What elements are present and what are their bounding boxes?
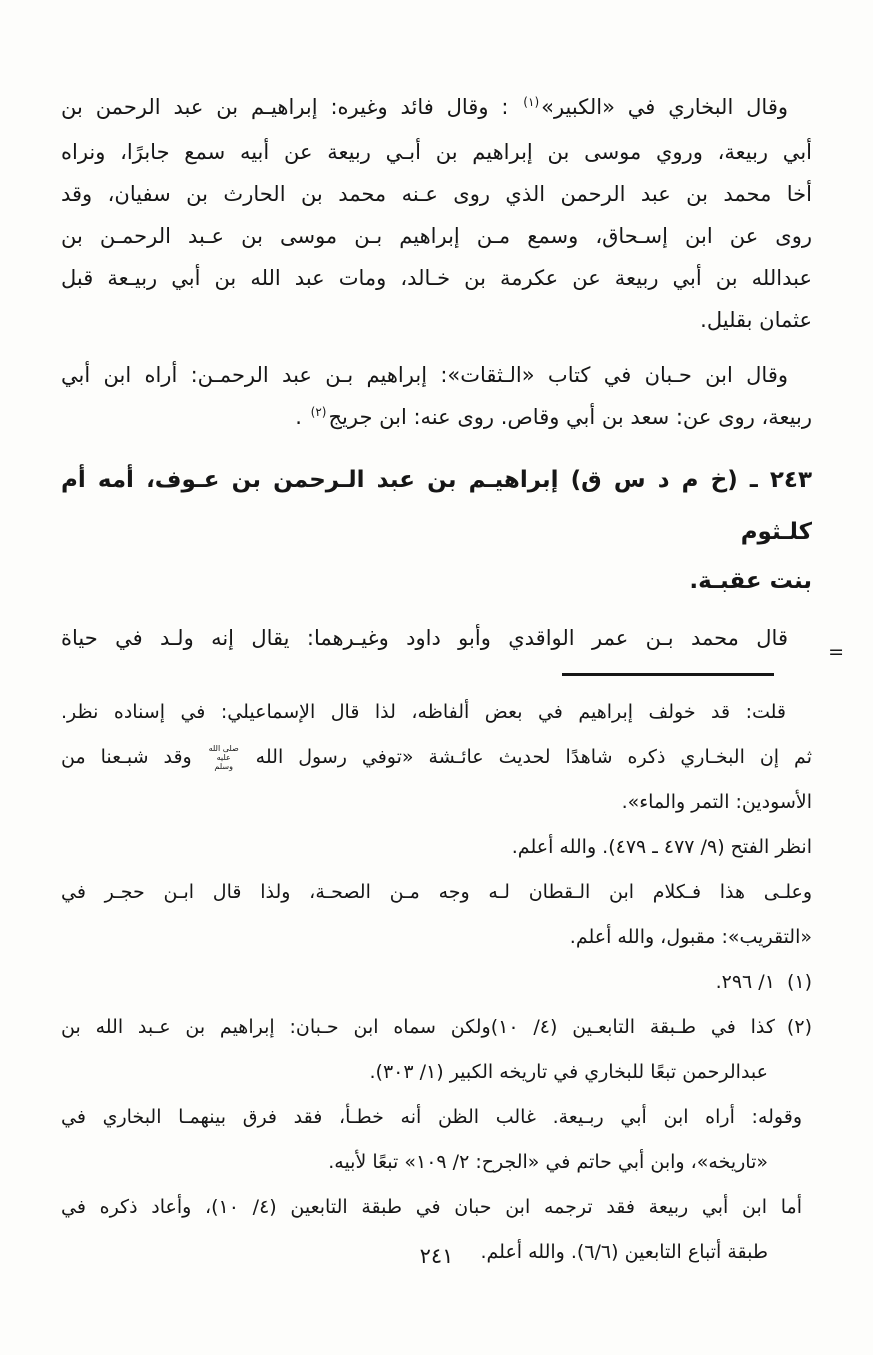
text-run: أخا محمد بن عبد الرحمن الذي روى عـنه محمد بن الحارث بن سفيان، وقد — [61, 182, 812, 206]
text-run: وقال البخاري في «الكبير» — [541, 95, 788, 119]
text-line — [61, 825, 812, 870]
text-run: «تاريخه»، وابن أبي حاتم في «الجرح: ٢/ ١٠٩» تبعًا لأبيه. — [328, 1151, 768, 1173]
text-run: طبقة أتباع التابعين (٦/٦). والله أعلم. — [480, 1241, 768, 1263]
text-run: وقد شبـعنا من — [61, 746, 207, 768]
text-run: : وقال فائد وغيره: إبراهيـم بن عبد الرحمن بن — [61, 95, 522, 119]
text-run: وقال ابن حـبان في كتاب «الـثقات»: إبراهيم بـن عبد الرحمـن: أراه ابن أبي — [61, 363, 788, 387]
text-line — [61, 915, 812, 960]
text-run: . — [295, 405, 309, 429]
text-run: وقوله: أراه ابن أبي ربـيعة. غالب الظن أنه خطـأ، فقد فرق بينهمـا البخاري في — [61, 1106, 802, 1128]
text-line — [61, 780, 812, 825]
main-text-block — [61, 86, 812, 659]
text-line — [61, 454, 812, 558]
text-line — [61, 735, 812, 780]
text-line — [61, 86, 812, 131]
text-line — [61, 870, 812, 915]
text-line — [61, 396, 812, 441]
text-line — [61, 558, 812, 604]
footnote-continuation-marker: = — [828, 641, 844, 663]
text-line — [61, 1140, 812, 1185]
text-line — [61, 257, 812, 299]
text-run: قلت: قد خولف إبراهيم في بعض ألفاظه، لذا قال الإسماعيلي: في إسناده نظر. — [61, 701, 786, 723]
text-line — [61, 1185, 812, 1230]
text-run: «التقريب»: مقبول، والله أعلم. — [569, 926, 812, 948]
text-run: ١/ ٢٩٦. — [715, 971, 775, 993]
text-run: قال محمد بـن عمر الواقدي وأبو داود وغيـرهما: يقال إنه ولـد في حياة — [61, 626, 788, 650]
text-line — [61, 354, 812, 396]
text-line — [61, 960, 812, 1005]
footnote-ref: (١) — [523, 95, 540, 109]
text-line — [61, 617, 812, 659]
text-line — [61, 299, 812, 341]
text-line — [61, 173, 812, 215]
text-run: أبي ربيعة، وروي موسى بن إبراهيم بن أبـي ربيعة عن أبيه سمع جابرًا، ونراه — [61, 140, 812, 164]
text-run: ربيعة، روى عن: سعد بن أبي وقاص. روى عنه: ابن جريج — [328, 405, 812, 429]
page-number: ٢٤١ — [419, 1244, 454, 1268]
text-run: روى عن ابن إسـحاق، وسمع مـن إبراهيم بـن موسى بن عـبد الرحمـن بن — [61, 224, 812, 248]
footnote-separator — [562, 673, 774, 676]
text-line — [61, 215, 812, 257]
text-line — [61, 131, 812, 173]
text-run: ٢٤٣ ـ (خ م د س ق) إبراهيـم بن عبد الـرحمن بن عـوف، أمه أم كلـثوم — [61, 467, 812, 545]
text-line — [61, 690, 812, 735]
text-line — [61, 1005, 812, 1050]
text-run: الأسودين: التمر والماء». — [621, 791, 812, 813]
text-line — [61, 1095, 812, 1140]
text-run: عبدالرحمن تبعًا للبخاري في تاريخه الكبير (١/ ٣٠٣). — [369, 1061, 768, 1083]
text-run: أما ابن أبي ربيعة فقد ترجمه ابن حبان في طبقة التابعين (٤/ ١٠)، وأعاد ذكره في — [61, 1196, 802, 1218]
salawat-symbol: صلى الله عليه وسلم — [208, 743, 239, 772]
text-run: بنت عقبـة. — [689, 568, 812, 594]
text-run: انظر الفتح (٩/ ٤٧٧ ـ ٤٧٩). والله أعلم. — [511, 836, 812, 858]
footnote-number: (١) — [786, 971, 812, 993]
footnote-number: (٢) — [786, 1016, 812, 1038]
footnotes-block — [61, 690, 812, 1275]
text-run: كذا في طـبقة التابعـين (٤/ ١٠)ولكن سماه ابن حـبان: إبراهيم بن عـبد الله بن — [61, 1016, 775, 1038]
text-line — [61, 1050, 812, 1095]
text-run: عثمان بقليل. — [700, 308, 812, 332]
text-run: ثم إن البخـاري ذكره شاهدًا لحديث عائـشة «توفي رسول الله — [240, 746, 812, 768]
text-run: وعلـى هذا فـكلام ابن الـقطان لـه وجه مـن الصحـة، ولذا قال ابـن حجـر في — [61, 881, 812, 903]
text-run: عبدالله بن أبي ربيعة عن عكرمة بن خـالد، ومات عبد الله بن أبي ربيـعة قبل — [61, 266, 812, 290]
footnote-ref: (٢) — [310, 405, 327, 419]
